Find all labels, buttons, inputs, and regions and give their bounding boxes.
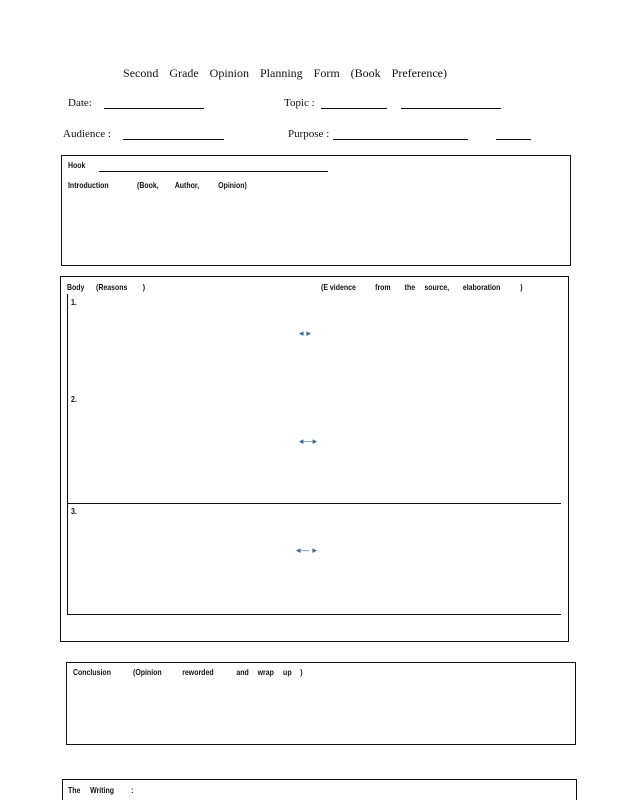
- hook-label: Hook: [68, 160, 86, 170]
- date-label: Date:: [68, 97, 92, 109]
- topic-label: Topic :: [284, 97, 315, 109]
- writing-label-word: :: [131, 785, 134, 795]
- evidence-hint: [321, 282, 523, 294]
- evidence-hint-word: ): [520, 282, 523, 292]
- audience-field[interactable]: [123, 139, 224, 140]
- body-label: Body: [67, 282, 85, 292]
- form-title: Second Grade Opinion Planning Form (Book Preference): [123, 66, 447, 80]
- intro-hint-word: Author,: [174, 180, 200, 190]
- conclusion-label: Conclusion: [73, 667, 111, 677]
- reasons-hint-word: ): [142, 282, 146, 292]
- reason-2-number: 2.: [71, 394, 77, 404]
- conclusion-hint-word: ): [300, 667, 303, 677]
- conclusion-hint-word: and: [236, 667, 249, 677]
- reasons-hint: [96, 282, 153, 294]
- intro-hint-word: Opinion): [218, 180, 247, 190]
- writing-label-word: The: [68, 785, 81, 795]
- date-field[interactable]: [104, 108, 204, 109]
- conclusion-hint-word: reworded: [182, 667, 214, 677]
- conclusion-hint-word: up: [283, 667, 292, 677]
- reasons-hint-word: (Reasons: [96, 282, 128, 292]
- reason-3-number: 3.: [71, 506, 77, 516]
- conclusion-hint-word: wrap: [257, 667, 274, 677]
- introduction-hint: [137, 180, 247, 192]
- body-inner-left-rule: [67, 294, 68, 615]
- hook-field[interactable]: [99, 171, 328, 172]
- topic-field-1[interactable]: [321, 108, 387, 109]
- evidence-hint-word: the: [404, 282, 416, 292]
- body-bottom-rule: [67, 614, 561, 615]
- audience-label: Audience :: [63, 128, 111, 140]
- evidence-hint-word: from: [375, 282, 391, 292]
- writing-label: [68, 785, 142, 797]
- conclusion-hint-word: (Opinion: [133, 667, 162, 677]
- writing-label-word: Writing: [90, 785, 115, 795]
- topic-field-2[interactable]: [401, 108, 501, 109]
- double-arrow-icon: ◂— ▸: [296, 546, 317, 556]
- introduction-label: Introduction: [68, 180, 109, 190]
- body-divider-2-3: [67, 503, 561, 504]
- body-box: [60, 276, 569, 642]
- double-arrow-icon: ◂ ▸: [299, 329, 311, 339]
- intro-hint-word: (Book,: [137, 180, 159, 190]
- purpose-label: Purpose :: [288, 128, 330, 140]
- reason-1-number: 1.: [71, 297, 77, 307]
- evidence-hint-word: source,: [424, 282, 450, 292]
- purpose-field-1[interactable]: [333, 139, 468, 140]
- double-arrow-icon: ◂—▸: [299, 437, 318, 447]
- purpose-field-2[interactable]: [496, 139, 531, 140]
- evidence-hint-word: (E vidence: [321, 282, 356, 292]
- conclusion-hint: [133, 667, 303, 679]
- evidence-hint-word: elaboration: [462, 282, 501, 292]
